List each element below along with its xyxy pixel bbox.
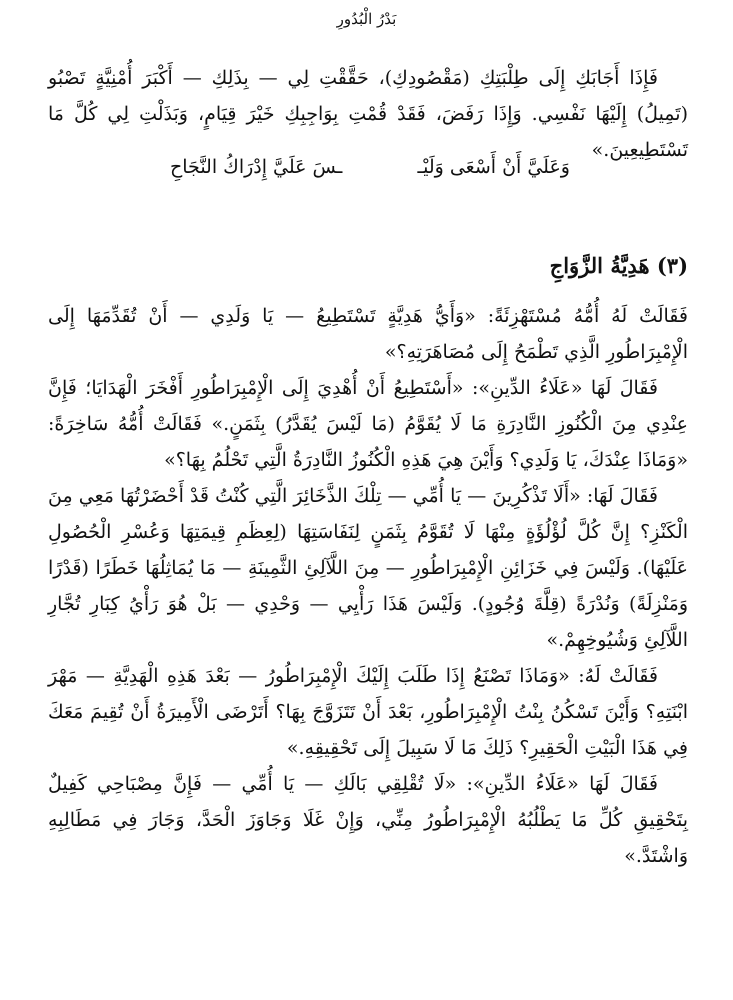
body-paragraph: فَقَالَ لَهَا: «أَلَا تَذْكُرِينَ — يَا أُمِّي — تِلْكَ الذَّخَائِرَ الَّتِي كُنْتُ قَدْ أَحْضَرْتُهَا مَعِي مِنَ الْكَنْزِ؟ إِنَّ كُلَّ لُؤْلُؤَةٍ مِنْهَا لَا تُقَوَّمُ بِثَمَنٍ لِنَفَاسَتِهَا (لِعِظَمِ قِيمَتِهَا وَعُسْرِ الْحُصُولِ عَلَيْهَا). وَلَيْسَ فِي خَزَائِنِ الْإِمْبِرَاطُورِ — مِنَ اللَّآلِئِ الثَّمِينَةِ — مَا يُمَاثِلُهَا خَطَرًا (قَدْرًا وَمَنْزِلَةً) وَنُدْرَةً (قِلَّةَ وُجُودٍ). وَلَيْسَ هَذَا رَأْيِي — وَحْدِي — بَلْ هُوَ رَأْيُ كِبَارِ تُجَّارِ اللَّآلِئِ وَشُيُوخِهِمْ.» [48,485,688,651]
section-heading: (٣) هَدِيَّةُ الزَّوَاجِ [549,253,688,278]
body-paragraph: فَقَالَتْ لَهُ أُمُّهُ مُسْتَهْزِئَةً: «وَأَيُّ هَدِيَّةٍ تَسْتَطِيعُ — يَا وَلَدِي — أَنْ تُقَدِّمَهَا إِلَى الْإِمْبِرَاطُورِ الَّذِي تَطْمَحُ إِلَى مُصَاهَرَتِهِ؟» [48,305,688,363]
running-head: بَدْرُ الْبُدُورِ [336,10,397,28]
verse-first-hemistich: وَعَلَيَّ أَنْ أَسْعَى وَلَيْـ [417,156,570,178]
body-paragraph: فَقَالَ لَهَا «عَلَاءُ الدِّينِ»: «لَا تُقْلِقِي بَالَكِ — يَا أُمِّي — فَإِنَّ مِصْبَاحِي كَفِيلٌ بِتَحْقِيقِ كُلِّ مَا يَطْلُبُهُ الْإِمْبِرَاطُورُ مِنِّي، وَإِنْ غَلَا وَجَاوَزَ الْحَدَّ، وَجَارَ فِي مَطَالِبِهِ وَاشْتَدَّ.» [48,773,688,867]
poem-verse [170,156,570,178]
intro-block [48,60,688,168]
section-body [48,298,688,874]
verse-second-hemistich: ـسَ عَلَيَّ إِدْرَاكُ النَّجَاحِ [170,156,343,178]
intro-paragraph: فَإِذَا أَجَابَكِ إِلَى طِلْبَتِكِ (مَقْصُودِكِ)، حَقَّقْتِ لِي — بِذَلِكِ — أَكْبَرَ أُمْنِيَّةٍ تَصْبُو (تَمِيلُ) إِلَيْهَا نَفْسِي. وَإِذَا رَفَضَ، فَقَدْ قُمْتِ بِوَاجِبِكِ خَيْرَ قِيَامٍ، وَبَذَلْتِ لِي كُلَّ مَا تَسْتَطِيعِينَ.» [48,67,688,161]
body-paragraph: فَقَالَتْ لَهُ: «وَمَاذَا تَصْنَعُ إِذَا طَلَبَ إِلَيْكَ الْإِمْبِرَاطُورُ — بَعْدَ هَذِهِ الْهَدِيَّةِ — مَهْرَ ابْنَتِهِ؟ وَأَيْنَ تَسْكُنُ بِنْتُ الْإِمْبِرَاطُورِ، بَعْدَ أَنْ تَتَزَوَّجَ بِهَا؟ أَتَرْضَى الْأَمِيرَةُ أَنْ تُقِيمَ مَعَكَ فِي هَذَا الْبَيْتِ الْحَقِيرِ؟ ذَلِكَ مَا لَا سَبِيلَ إِلَى تَحْقِيقِهِ.» [48,665,688,759]
body-paragraph: فَقَالَ لَهَا «عَلَاءُ الدِّينِ»: «أَسْتَطِيعُ أَنْ أُهْدِيَ إِلَى الْإِمْبِرَاطُورِ أَفْخَرَ الْهَدَايَا؛ فَإِنَّ عِنْدِي مِنَ الْكُنُوزِ النَّادِرَةِ مَا لَا يُقَوَّمُ (مَا لَيْسَ يُقَدَّرُ) بِثَمَنٍ.» فَقَالَتْ أُمُّهُ سَاخِرَةً: «وَمَاذَا عِنْدَكَ، يَا وَلَدِي؟ وَأَيْنَ هِيَ هَذِهِ الْكُنُوزُ النَّادِرَةُ الَّتِي تَحْلُمُ بِهَا؟» [48,377,688,471]
